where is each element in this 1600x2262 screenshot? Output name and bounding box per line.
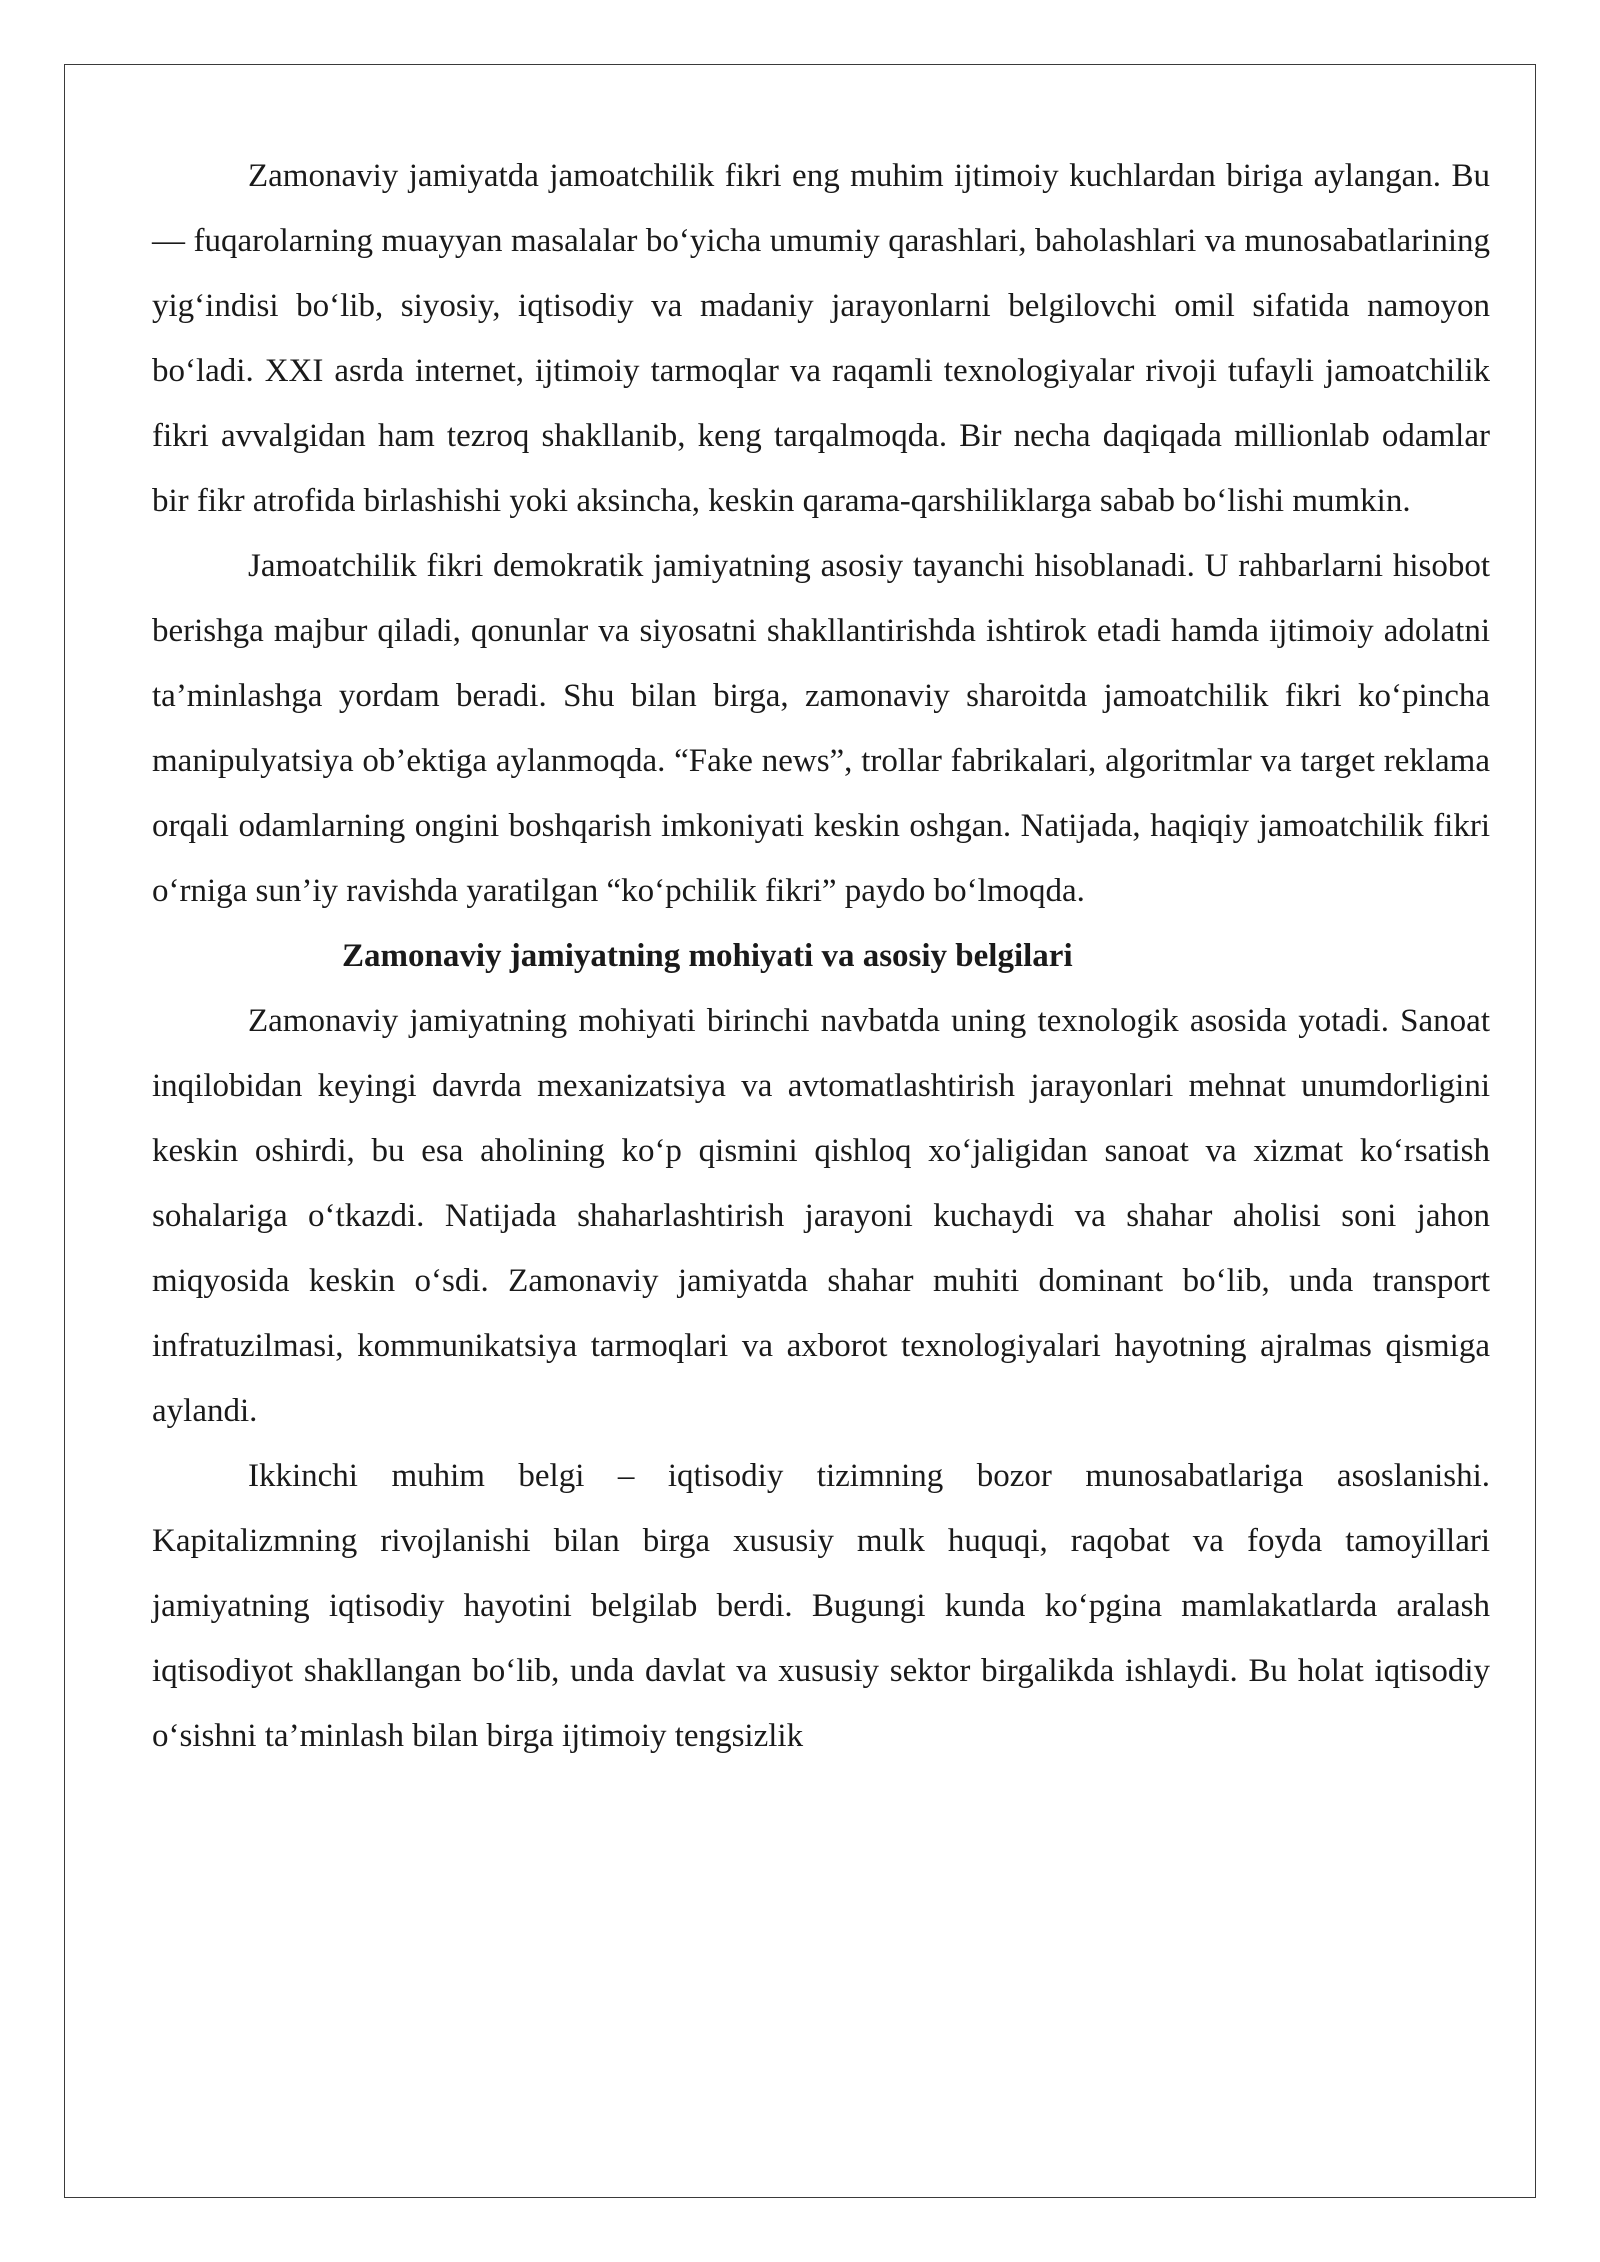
- document-body: [152, 144, 1490, 1769]
- paragraph-technological-basis: Zamonaviy jamiyatning mohiyati birinchi navbatda uning texnologik asosida yotadi. Sanoat inqilobidan keyingi davrda mexanizatsiya va avtomatlashtirish jarayonlari mehnat unumdorligini keskin oshirdi, bu esa aholining ko‘p qismini qishloq xo‘jaligidan sanoat va xizmat ko‘rsatish sohalariga o‘tkazdi. Natijada shaharlashtirish jarayoni kuchaydi va shahar aholisi soni jahon miqyosida keskin o‘sdi. Zamonaviy jamiyatda shahar muhiti dominant bo‘lib, unda transport infratuzilmasi, kommunikatsiya tarmoqlari va axborot texnologiyalari hayotning ajralmas qismiga aylandi.: [152, 1003, 1490, 1429]
- section-heading: Zamonaviy jamiyatning mohiyati va asosiy belgilari: [342, 938, 1073, 974]
- paragraph-public-opinion-democracy: Jamoatchilik fikri demokratik jamiyatning asosiy tayanchi hisoblanadi. U rahbarlarni hisobot berishga majbur qiladi, qonunlar va siyosatni shakllantirishda ishtirok etadi hamda ijtimoiy adolatni ta’minlashga yordam beradi. Shu bilan birga, zamonaviy sharoitda jamoatchilik fikri ko‘pincha manipulyatsiya ob’ektiga aylanmoqda. “Fake news”, trollar fabrikalari, algoritmlar va target reklama orqali odamlarning ongini boshqarish imkoniyati keskin oshgan. Natijada, haqiqiy jamoatchilik fikri o‘rniga sun’iy ravishda yaratilgan “ko‘pchilik fikri” paydo bo‘lmoqda.: [152, 548, 1490, 909]
- paragraph-public-opinion-intro: Zamonaviy jamiyatda jamoatchilik fikri eng muhim ijtimoiy kuchlardan biriga aylangan. Bu — fuqarolarning muayyan masalalar bo‘yicha umumiy qarashlari, baholashlari va munosabatlarining yig‘indisi bo‘lib, siyosiy, iqtisodiy va madaniy jarayonlarni belgilovchi omil sifatida namoyon bo‘ladi. XXI asrda internet, ijtimoiy tarmoqlar va raqamli texnologiyalar rivoji tufayli jamoatchilik fikri avvalgidan ham tezroq shakllanib, keng tarqalmoqda. Bir necha daqiqada millionlab odamlar bir fikr atrofida birlashishi yoki aksincha, keskin qarama-qarshiliklarga sabab bo‘lishi mumkin.: [152, 158, 1490, 519]
- paragraph-market-economy: Ikkinchi muhim belgi – iqtisodiy tizimning bozor munosabatlariga asoslanishi. Kapitalizmning rivojlanishi bilan birga xususiy mulk huquqi, raqobat va foyda tamoyillari jamiyatning iqtisodiy hayotini belgilab berdi. Bugungi kunda ko‘pgina mamlakatlarda aralash iqtisodiyot shakllangan bo‘lib, unda davlat va xususiy sektor birgalikda ishlaydi. Bu holat iqtisodiy o‘sishni ta’minlash bilan birga ijtimoiy tengsizlik: [152, 1458, 1490, 1754]
